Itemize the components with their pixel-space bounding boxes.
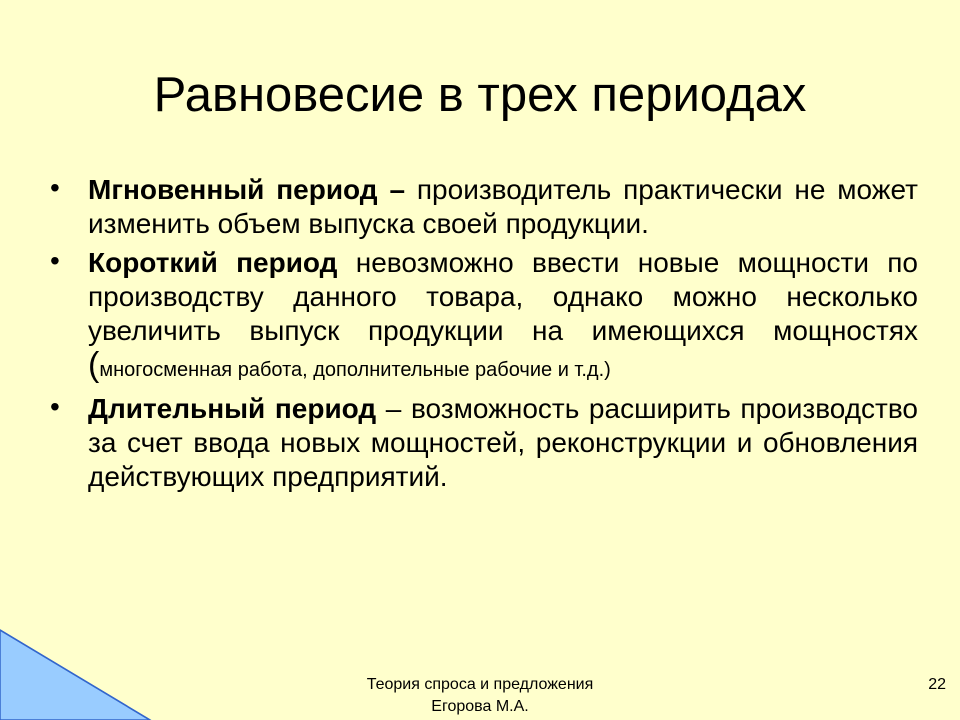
bullet-text: невозможно ввести новые мощности по производству данного товара, однако можно несколько увеличить выпуск продукции на имеющихся мощностях: [88, 247, 918, 346]
bullet-text: производитель практически не может изменить объем выпуска своей продукции.: [88, 174, 918, 239]
bullet-note: многосменная работа, дополнительные рабочие и т.д.): [99, 359, 611, 381]
slide-title: Равновесие в трех периодах: [153, 68, 807, 122]
bullet-marker: •: [50, 172, 60, 203]
bullet-item-short-period: [48, 246, 918, 387]
footer-line-2: Егорова М.А.: [431, 698, 529, 715]
footer-text: [340, 674, 620, 718]
bullet-marker: •: [50, 245, 60, 276]
bullet-dash: –: [389, 174, 406, 205]
footer-line-1: Теория спроса и предложения: [366, 676, 594, 693]
bullet-marker: •: [50, 391, 60, 422]
bullet-item-long-period: [48, 392, 918, 494]
bullet-term: Длительный период: [88, 393, 377, 424]
bullet-dash: –: [385, 393, 402, 424]
bullet-term: Короткий период: [88, 247, 338, 278]
bullet-term: Мгновенный период: [88, 174, 378, 205]
bullet-list: [48, 173, 918, 499]
bullet-item-instant-period: [48, 173, 918, 241]
bullet-text: возможность расширить производство за счет ввода новых мощностей, реконструкции и обновления действующих предприятий.: [88, 393, 919, 492]
bullet-paren: (: [88, 346, 100, 384]
page-number: 22: [928, 676, 946, 693]
